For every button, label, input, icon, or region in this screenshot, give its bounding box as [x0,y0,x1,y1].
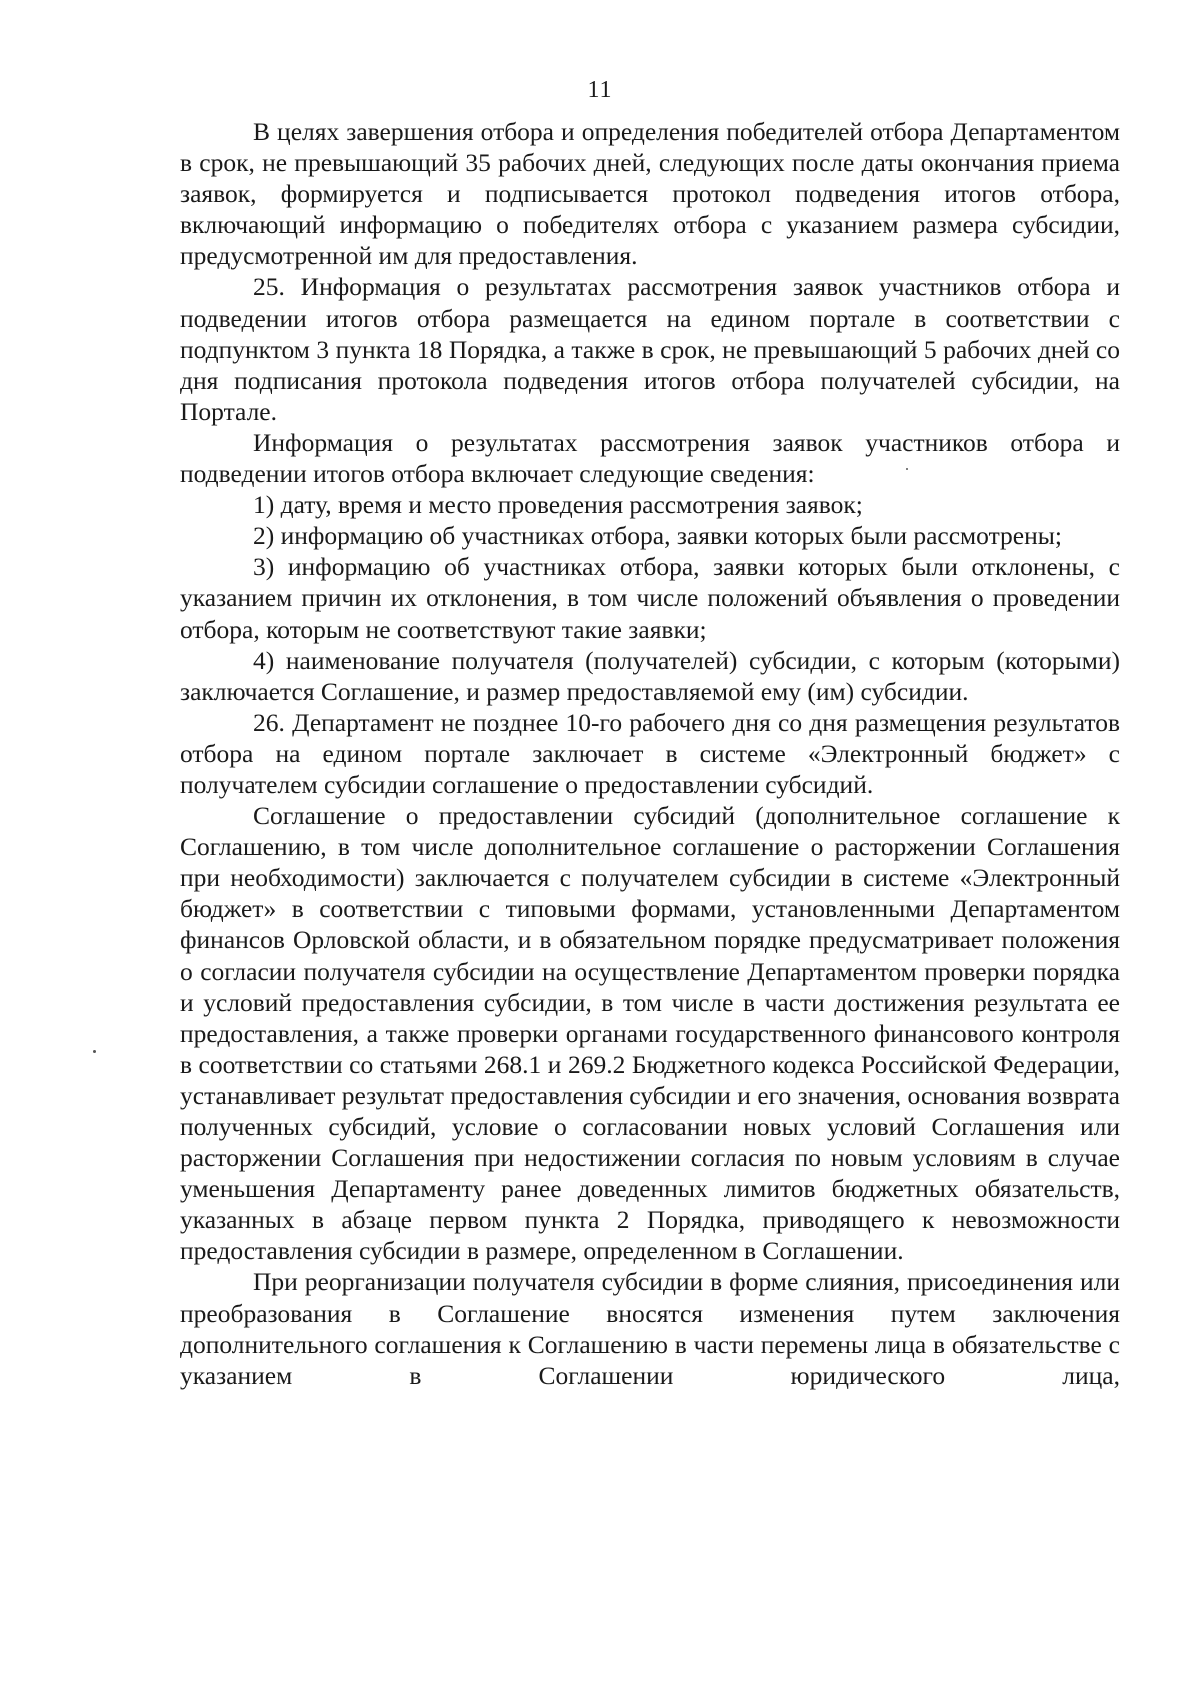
list-item-3: 3) информацию об участниках отбора, заявки которых были отклонены, с указанием причин их отклонения, в том числе положений объявления о проведении отбора, которым не соответствуют такие заявки; [180,552,1120,644]
list-item-2: 2) информацию об участниках отбора, заявки которых были рассмотрены; [253,521,1062,551]
paragraph-item-26: 26. Департамент не позднее 10-го рабочего дня со дня размещения результатов отбора на едином портале заключает в системе «Электронный бюджет» с получателем субсидии соглашение о предоставлении субсидий. [180,707,1120,799]
list-item-4: 4) наименование получателя (получателей) субсидии, с которым (которыми) заключается Соглашение, и размер предоставляемой ему (им) субсидии. [180,645,1120,706]
paragraph-selection-completion: В целях завершения отбора и определения победителей отбора Департаментом в срок, не превышающий 35 рабочих дней, следующих после даты окончания приема заявок, формируется и подписывается протокол подведения итогов отбора, включающий информацию о победителях отбора с указанием размера субсидии, предусмотренной им для предоставления. [180,117,1120,271]
scan-speck [906,468,908,470]
paragraph-agreement-terms: Соглашение о предоставлении субсидий (дополнительное соглашение к Соглашению, в том числе дополнительное соглашение о расторжении Соглашения при необходимости) заключается с получателем субсидии в системе «Электронный бюджет» в соответствии с типовыми формами, установленными Департаментом финансов Орловской области, и в обязательном порядке предусматривает положения о согласии получателя субсидии на осуществление Департаментом проверки порядка и условий предоставления субсидии, в том числе в части достижения результата ее предоставления, а также проверки органами государственного финансового контроля в соответствии со статьями 268.1 и 269.2 Бюджетного кодекса Российской Федерации, устанавливает результат предоставления субсидии и его значения, основания возврата полученных субсидий, условие о согласовании новых условий Соглашения или расторжении Соглашения при недостижении согласия по новым условиям в случае уменьшения Департаменту ранее доведенных лимитов бюджетных обязательств, указанных в абзаце первом пункта 2 Порядка, приводящего к невозможности предоставления субсидии в размере, определенном в Соглашении. [180,801,1120,1266]
document-body [180,116,1120,1391]
paragraph-results-info: Информация о результатах рассмотрения заявок участников отбора и подведении итогов отбора включает следующие сведения: [180,427,1120,489]
scan-speck [93,1050,96,1053]
page-number: 11 [587,77,613,103]
paragraph-item-25: 25. Информация о результатах рассмотрения заявок участников отбора и подведении итогов отбора размещается на едином портале в соответствии с подпунктом 3 пункта 18 Порядка, а также в срок, не превышающий 5 рабочих дней со дня подписания протокола подведения итогов отбора получателей субсидии, на Портале. [180,272,1120,426]
paragraph-reorganization: При реорганизации получателя субсидии в форме слияния, присоединения или преобразования в Соглашение вносятся изменения путем заключения дополнительного соглашения к Соглашению в части перемены лица в обязательстве с указанием в Соглашении юридического лица, [180,1267,1120,1390]
list-item-1: 1) дату, время и место проведения рассмотрения заявок; [253,490,863,520]
